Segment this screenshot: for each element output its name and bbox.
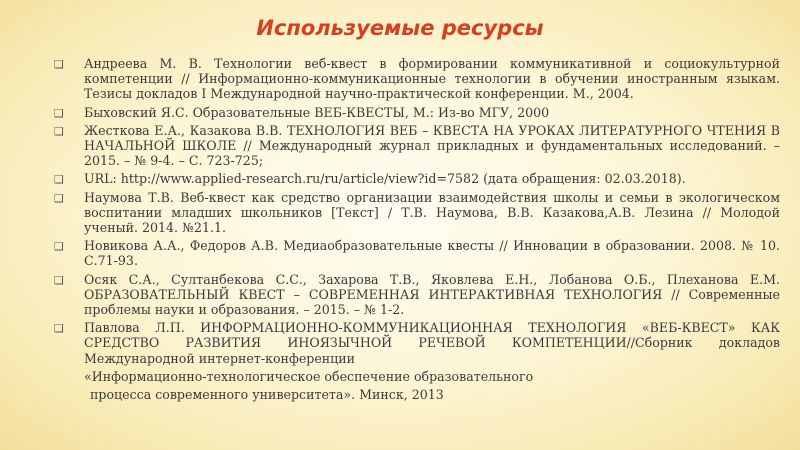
checkbox-bullet-icon: ❑ [54,173,64,187]
reference-continuation: процесса современного университета». Минск, 2013 [90,387,444,403]
reference-text: Андреева М. В. Технологии веб-квест в формировании коммуникативной и социокультурной компетенции // Информационно-коммуникационные технологии в обучении иностранным языкам. Тезисы докладов I Международной научно-практической конференции. М., 2004. [84,56,780,102]
reference-item [54,171,780,186]
reference-item [54,272,780,318]
reference-item [54,238,780,268]
reference-text: Павлова Л.П. ИНФОРМАЦИОННО-КОММУНИКАЦИОННАЯ ТЕХНОЛОГИЯ «ВЕБ-КВЕСТ» КАК СРЕДСТВО РАЗВИТИЯ ИНОЯЗЫЧНОЙ РЕЧЕВОЙ КОМПЕТЕНЦИИ//Сборник докладов Международной интернет-конференции [84,320,780,366]
reference-text: Наумова Т.В. Веб-квест как средство организации взаимодействия школы и семьи в экологическом воспитании младших школьников [Текст] / Т.В. Наумова, В.В. Казакова,А.В. Лезина // Молодой ученый. 2014. №21.1. [84,189,780,236]
reference-list [54,56,780,405]
checkbox-bullet-icon: ❑ [54,273,64,287]
reference-item [54,123,780,169]
reference-text: Осяк С.А., Султанбекова С.С., Захарова Т.В., Яковлева Е.Н., Лобанова О.Б., Плеханова Е.М. ОБРАЗОВАТЕЛЬНЫЙ КВЕСТ – СОВРЕМЕННАЯ ИНТЕРАКТИВНАЯ ТЕХНОЛОГИЯ // Современные проблемы науки и образования. – 2015. – № 1-2. [84,271,780,318]
reference-item [54,190,780,236]
reference-text: Новикова А.А., Федоров А.В. Медиаобразовательные квесты // Инновации в образовании. 2008. № 10. С.71-93. [84,238,780,269]
checkbox-bullet-icon: ❑ [54,106,64,120]
checkbox-bullet-icon: ❑ [54,240,64,254]
reference-item [54,105,780,120]
reference-text: Жесткова Е.А., Казакова В.В. ТЕХНОЛОГИЯ ВЕБ – КВЕСТА НА УРОКАХ ЛИТЕРАТУРНОГО ЧТЕНИЯ В НАЧАЛЬНОЙ ШКОЛЕ // Международный журнал прикладных и фундаментальных исследований. – 2015. – № 9-4. – С. 723-725; [84,122,780,169]
checkbox-bullet-icon: ❑ [54,322,64,336]
reference-text: Быховский Я.С. Образовательные ВЕБ-КВЕСТЫ, М.: Из-во МГУ, 2000 [84,104,550,120]
reference-text: URL: http://www.applied-research.ru/ru/article/view?id=7582 (дата обращения: 02.03.2018). [84,171,686,187]
reference-item [54,56,780,102]
checkbox-bullet-icon: ❑ [54,191,64,205]
slide-title: Используемые ресурсы [256,16,544,40]
reference-item [54,320,780,366]
checkbox-bullet-icon: ❑ [54,58,64,71]
reference-continuation: «Информационно-технологическое обеспечение образовательного [84,368,534,384]
checkbox-bullet-icon: ❑ [54,124,64,138]
